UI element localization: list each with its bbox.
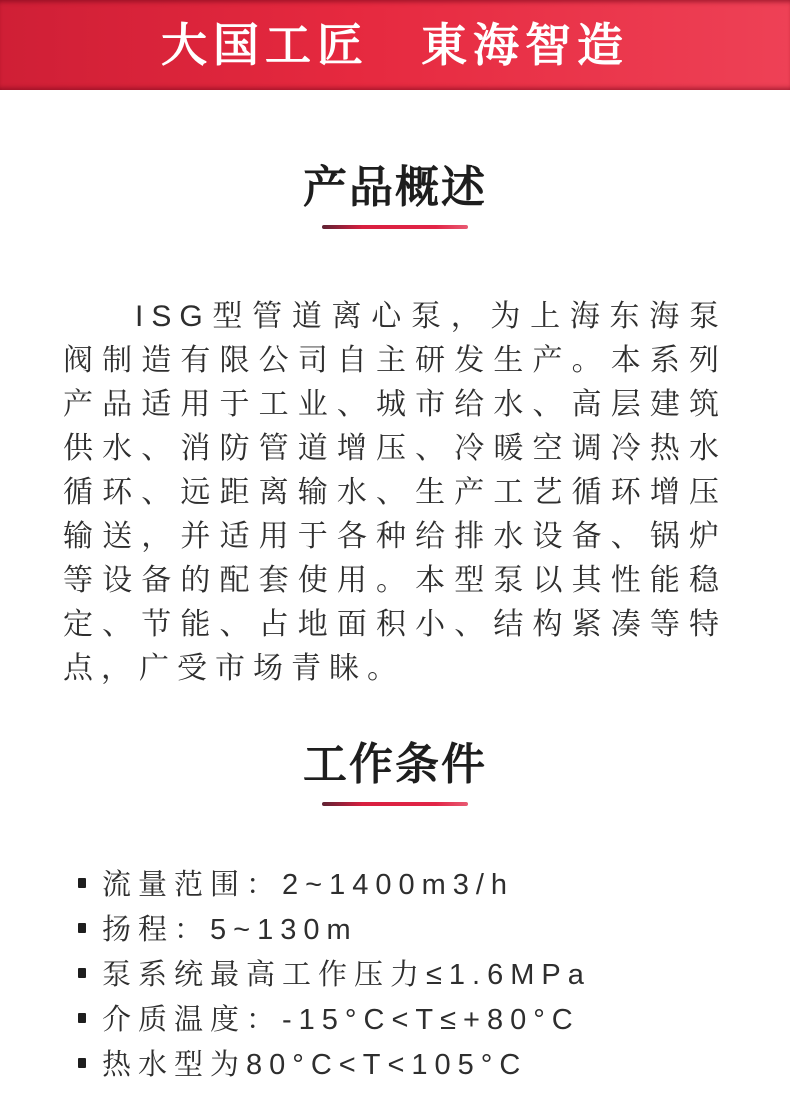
spec-item-medium-temperature: 介质温度：-15°C<T≤+80°C (102, 1004, 580, 1036)
spec-list-item (78, 860, 750, 905)
bullet-square-icon (78, 1013, 86, 1023)
spec-list-item (78, 1040, 750, 1085)
bullet-square-icon (78, 878, 86, 888)
overview-section (0, 163, 790, 691)
spec-list-item (78, 995, 750, 1040)
spec-item-flow-range: 流量范围：2~1400m3/h (102, 869, 515, 901)
spec-list (78, 860, 750, 1085)
bullet-square-icon (78, 1058, 86, 1068)
spec-item-hot-water-type: 热水型为80°C<T<105°C (102, 1049, 528, 1081)
section-title-overview: 产品概述 (303, 163, 487, 212)
banner-title: 大国工匠 東海智造 (161, 19, 629, 71)
brand-banner (0, 0, 790, 90)
spec-list-item (78, 950, 750, 995)
title-underline-accent (322, 802, 468, 806)
spec-list-item (78, 905, 750, 950)
section-title-working-conditions: 工作条件 (303, 740, 487, 789)
spec-item-max-pressure: 泵系统最高工作压力≤1.6MPa (102, 959, 591, 991)
bullet-square-icon (78, 968, 86, 978)
working-conditions-section (0, 740, 790, 1085)
overview-paragraph: ISG型管道离心泵，为上海东海泵阀制造有限公司自主研发生产。本系列产品适用于工业、城市给水、高层建筑供水、消防管道增压、冷暖空调冷热水循环、远距离输水、生产工艺循环增压输送，并适用于各种给排水设备、锅炉等设备的配套使用。本型泵以其性能稳定、节能、占地面积小、结构紧凑等特点，广受市场青睐。 (63, 300, 727, 685)
title-underline-accent (322, 225, 468, 229)
spec-item-head: 扬程：5~130m (102, 914, 358, 946)
bullet-square-icon (78, 923, 86, 933)
